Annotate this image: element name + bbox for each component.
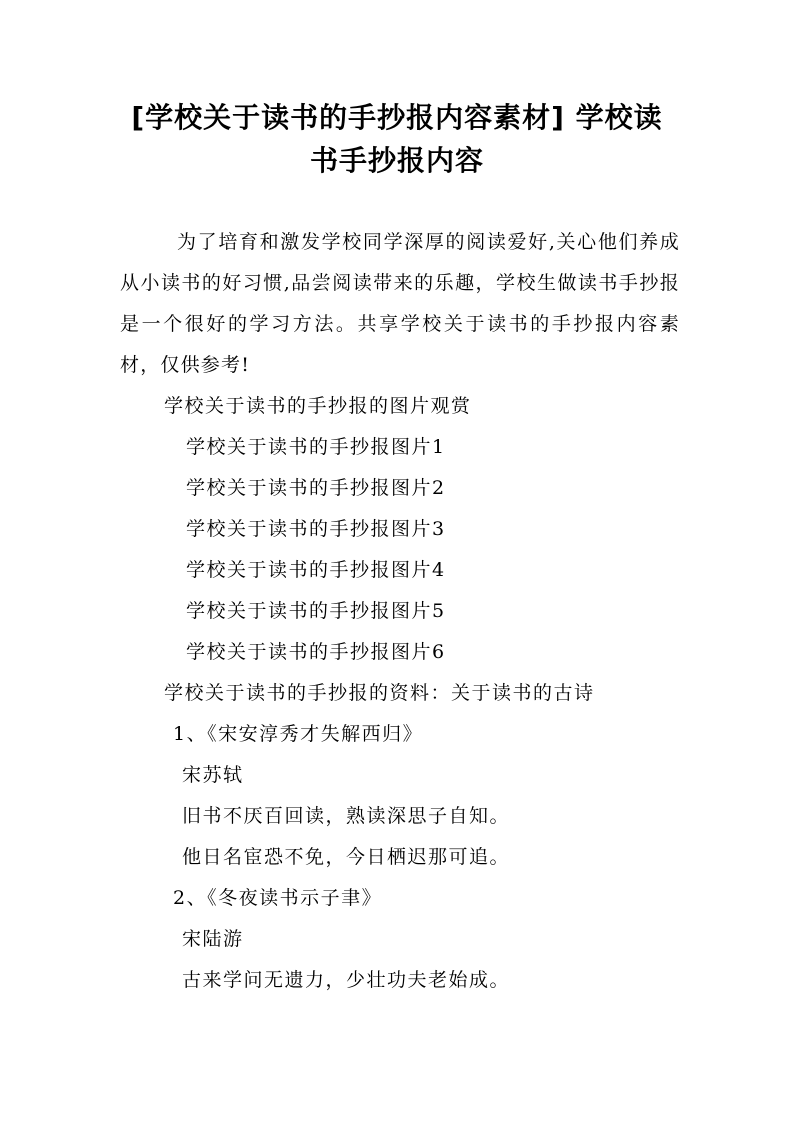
picture-caption-1: 学校关于读书的手抄报图片1 [186,436,446,458]
poem-2-title: 2、《冬夜读书示子聿》 [173,887,383,909]
section-heading-pictures: 学校关于读书的手抄报的图片观赏 [164,395,472,417]
poem-2-author: 宋陆游 [182,928,244,950]
section-heading-poems: 学校关于读书的手抄报的资料：关于读书的古诗 [164,682,595,704]
picture-caption-2: 学校关于读书的手抄报图片2 [186,477,446,499]
picture-caption-3: 学校关于读书的手抄报图片3 [186,518,446,540]
document-body [120,222,680,1001]
document-title-line-2: 书手抄报内容 [309,144,484,177]
picture-caption-4: 学校关于读书的手抄报图片4 [186,559,446,581]
poem-1-author: 宋苏轼 [182,764,244,786]
intro-paragraph: 为了培育和激发学校同学深厚的阅读爱好,关心他们养成从小读书的好习惯,品尝阅读带来的乐趣，学校生做读书手抄报是一个很好的学习方法。共享学校关于读书的手抄报内容素材，仅供参考! [120,231,680,376]
picture-caption-5: 学校关于读书的手抄报图片5 [186,600,446,622]
picture-caption-6: 学校关于读书的手抄报图片6 [186,641,446,663]
poem-1-title: 1、《宋安淳秀才失解西归》 [173,723,424,745]
poem-1-line-1: 旧书不厌百回读，熟读深思子自知。 [182,805,511,827]
document-title-line-1: [学校关于读书的手抄报内容素材] 学校读 [131,101,663,134]
poem-2-line-1: 古来学问无遗力，少壮功夫老始成。 [182,969,511,991]
poem-1-line-2: 他日名宦恐不免，今日栖迟那可追。 [182,846,511,868]
